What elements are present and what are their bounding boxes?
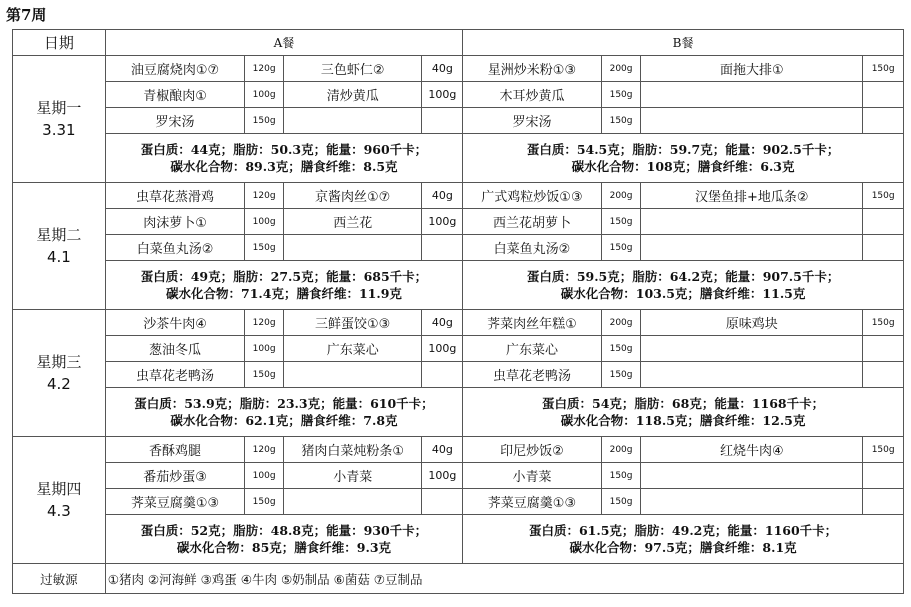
nutrition-line-1: 蛋白质：53.9克；脂肪：23.3克；能量：610千卡； [134,396,434,411]
empty-cell [641,82,863,108]
meal-b-dish-qty: 150g [601,82,641,108]
meal-a-veg-name: 小青菜 [283,463,422,489]
meal-a-dish-name: 番茄炒蛋③ [105,463,245,489]
empty-cell [863,463,904,489]
meal-b-side-name: 红烧牛肉④ [641,437,863,463]
meal-b-dish-qty: 200g [601,183,641,209]
empty-cell [863,209,904,235]
allergen-row [13,564,904,594]
meal-a-dish-name: 油豆腐烧肉①⑦ [105,56,245,82]
empty-cell [283,362,422,388]
nutrition-row [13,515,904,564]
meal-a-dish-qty: 120g [245,310,284,336]
meal-a-nutrition [105,261,462,310]
weekday-label: 星期三 [36,353,82,371]
empty-cell [641,489,863,515]
empty-cell [863,235,904,261]
meal-b-dish-qty: 150g [601,108,641,134]
meal-b-dish-qty: 200g [601,310,641,336]
meal-b-dish-name: 荠菜豆腐羹①③ [463,489,602,515]
meal-a-dish-name: 罗宋汤 [105,108,245,134]
nutrition-row [13,134,904,183]
meal-a-side-name: 京酱肉丝①⑦ [283,183,422,209]
meal-a-dish-qty: 120g [245,56,284,82]
meal-a-side-name: 三鲜蛋饺①③ [283,310,422,336]
date-header: 日期 [13,30,106,56]
empty-cell [863,82,904,108]
meal-b-dish-qty: 150g [601,362,641,388]
meal-b-dish-qty: 150g [601,489,641,515]
weekday-label: 星期一 [36,99,82,117]
meal-a-side-name: 猪肉白菜炖粉条① [283,437,422,463]
meal-b-side-name: 原味鸡块 [641,310,863,336]
nutrition-line-1: 蛋白质：54.5克；脂肪：59.7克；能量：902.5千卡； [526,142,840,157]
empty-cell [422,489,463,515]
meal-b-dish-qty: 150g [601,235,641,261]
meal-b-nutrition [463,515,904,564]
empty-cell [283,108,422,134]
empty-cell [863,489,904,515]
meal-a-dish-name: 虫草花老鸭汤 [105,362,245,388]
meal-a-header: A餐 [105,30,462,56]
meal-b-side-qty: 150g [863,310,904,336]
empty-cell [863,362,904,388]
header-row [13,30,904,56]
nutrition-line-2: 碳水化合物：108克；膳食纤维：6.3克 [571,159,795,174]
allergen-label: 过敏源 [13,564,106,594]
date-label: 4.2 [46,375,71,393]
day-cell [13,183,106,310]
date-label: 3.31 [42,121,76,139]
meal-a-side-name: 三色虾仁② [283,56,422,82]
empty-cell [863,108,904,134]
meal-b-dish-name: 广东菜心 [463,336,602,362]
empty-cell [641,463,863,489]
dish-row [13,489,904,515]
empty-cell [641,362,863,388]
meal-b-dish-name: 星洲炒米粉①③ [463,56,602,82]
meal-a-veg-qty: 100g [422,209,463,235]
date-label: 4.3 [46,502,71,520]
meal-b-dish-qty: 200g [601,56,641,82]
nutrition-row [13,261,904,310]
dish-row [13,56,904,82]
empty-cell [283,235,422,261]
meal-b-side-name: 面拖大排① [641,56,863,82]
meal-a-dish-qty: 150g [245,235,284,261]
meal-a-dish-qty: 150g [245,362,284,388]
dish-row [13,235,904,261]
meal-a-dish-qty: 100g [245,82,284,108]
nutrition-line-2: 碳水化合物：89.3克；膳食纤维：8.5克 [170,159,398,174]
empty-cell [641,336,863,362]
meal-a-dish-qty: 100g [245,463,284,489]
meal-a-dish-name: 肉沫萝卜① [105,209,245,235]
menu-body [13,30,904,564]
nutrition-line-1: 蛋白质：49克；脂肪：27.5克；能量：685千卡； [140,269,428,284]
meal-b-side-name: 汉堡鱼排+地瓜条② [641,183,863,209]
empty-cell [641,209,863,235]
meal-a-dish-qty: 120g [245,437,284,463]
nutrition-row [13,388,904,437]
weekday-label: 星期二 [36,226,82,244]
meal-a-dish-name: 青椒酿肉① [105,82,245,108]
empty-cell [422,362,463,388]
dish-row [13,209,904,235]
meal-a-dish-qty: 100g [245,336,284,362]
meal-a-veg-name: 西兰花 [283,209,422,235]
meal-a-dish-name: 葱油冬瓜 [105,336,245,362]
dish-row [13,183,904,209]
meal-b-dish-name: 荠菜肉丝年糕① [463,310,602,336]
meal-b-dish-qty: 150g [601,463,641,489]
day-cell [13,310,106,437]
date-label: 4.1 [46,248,71,266]
empty-cell [641,108,863,134]
meal-a-nutrition [105,515,462,564]
weekday-label: 星期四 [36,480,82,498]
empty-cell [863,336,904,362]
meal-b-dish-name: 广式鸡粒炒饭①③ [463,183,602,209]
nutrition-line-1: 蛋白质：44克；脂肪：50.3克；能量：960千卡； [140,142,428,157]
meal-b-dish-name: 白菜鱼丸汤② [463,235,602,261]
meal-b-side-qty: 150g [863,437,904,463]
meal-b-nutrition [463,388,904,437]
meal-b-header: B餐 [463,30,904,56]
empty-cell [283,489,422,515]
meal-a-side-qty: 40g [422,56,463,82]
meal-a-dish-name: 虫草花蒸滑鸡 [105,183,245,209]
meal-b-dish-qty: 150g [601,209,641,235]
meal-a-veg-name: 广东菜心 [283,336,422,362]
nutrition-line-2: 碳水化合物：85克；膳食纤维：9.3克 [176,540,392,555]
nutrition-line-1: 蛋白质：61.5克；脂肪：49.2克；能量：1160千卡； [528,523,838,538]
meal-a-dish-qty: 120g [245,183,284,209]
meal-a-dish-qty: 150g [245,108,284,134]
meal-a-side-qty: 40g [422,310,463,336]
meal-b-dish-name: 罗宋汤 [463,108,602,134]
dish-row [13,463,904,489]
meal-b-nutrition [463,261,904,310]
allergen-list: ①猪肉 ②河海鲜 ③鸡蛋 ④牛肉 ⑤奶制品 ⑥菌菇 ⑦豆制品 [105,564,903,594]
nutrition-line-1: 蛋白质：52克；脂肪：48.8克；能量：930千卡； [140,523,428,538]
meal-b-dish-name: 西兰花胡萝卜 [463,209,602,235]
meal-b-dish-name: 虫草花老鸭汤 [463,362,602,388]
meal-b-dish-qty: 150g [601,336,641,362]
meal-a-dish-qty: 100g [245,209,284,235]
meal-a-nutrition [105,134,462,183]
nutrition-line-2: 碳水化合物：97.5克；膳食纤维：8.1克 [569,540,797,555]
dish-row [13,437,904,463]
allergen-section [13,564,904,594]
weekly-menu-table [12,29,904,594]
nutrition-line-2: 碳水化合物：71.4克；膳食纤维：11.9克 [166,286,402,301]
nutrition-line-2: 碳水化合物：62.1克；膳食纤维：7.8克 [170,413,398,428]
meal-a-side-qty: 40g [422,437,463,463]
meal-a-dish-name: 荠菜豆腐羹①③ [105,489,245,515]
meal-a-dish-qty: 150g [245,489,284,515]
meal-a-side-qty: 40g [422,183,463,209]
meal-a-veg-qty: 100g [422,336,463,362]
dish-row [13,82,904,108]
meal-b-dish-name: 印尼炒饭② [463,437,602,463]
meal-b-side-qty: 150g [863,56,904,82]
week-title: 第7周 [6,6,47,24]
dish-row [13,310,904,336]
empty-cell [422,108,463,134]
meal-a-dish-name: 白菜鱼丸汤② [105,235,245,261]
dish-row [13,362,904,388]
nutrition-line-2: 碳水化合物：118.5克；膳食纤维：12.5克 [560,413,806,428]
meal-a-nutrition [105,388,462,437]
meal-b-side-qty: 150g [863,183,904,209]
meal-a-veg-name: 清炒黄瓜 [283,82,422,108]
meal-a-dish-name: 香酥鸡腿 [105,437,245,463]
meal-b-dish-qty: 200g [601,437,641,463]
empty-cell [422,235,463,261]
nutrition-line-2: 碳水化合物：103.5克；膳食纤维：11.5克 [560,286,806,301]
meal-a-veg-qty: 100g [422,82,463,108]
meal-b-dish-name: 小青菜 [463,463,602,489]
nutrition-line-1: 蛋白质：54克；脂肪：68克；能量：1168千卡； [542,396,825,411]
meal-b-nutrition [463,134,904,183]
day-cell [13,56,106,183]
meal-b-dish-name: 木耳炒黄瓜 [463,82,602,108]
meal-a-dish-name: 沙茶牛肉④ [105,310,245,336]
day-cell [13,437,106,564]
meal-a-veg-qty: 100g [422,463,463,489]
dish-row [13,336,904,362]
empty-cell [641,235,863,261]
dish-row [13,108,904,134]
nutrition-line-1: 蛋白质：59.5克；脂肪：64.2克；能量：907.5千卡； [526,269,840,284]
